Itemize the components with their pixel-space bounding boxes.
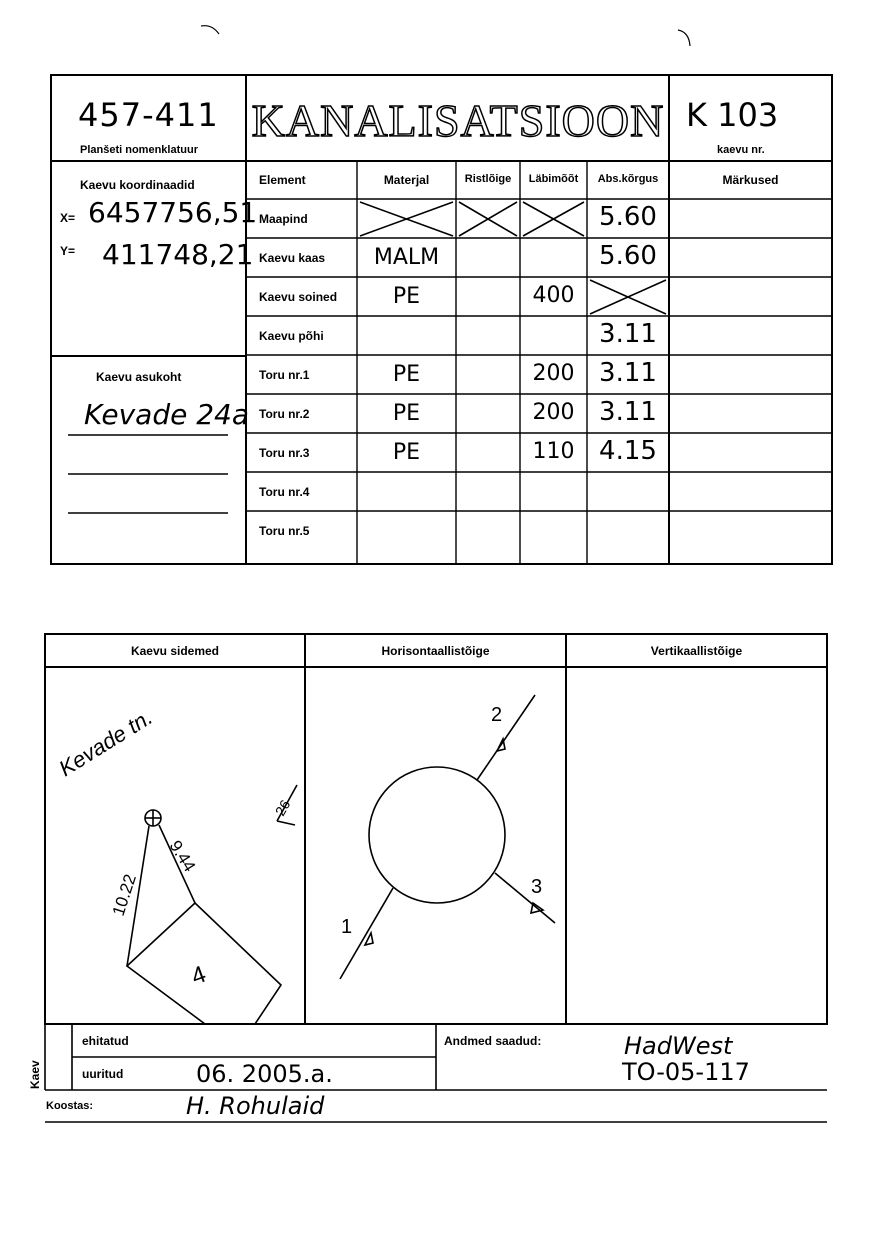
cell-material: PE [392, 284, 421, 309]
row-element: Kaevu põhi [259, 329, 324, 343]
distance-right: 9.44 [165, 837, 200, 876]
cell-diameter: 110 [532, 439, 575, 464]
distance-left: 10.22 [108, 871, 140, 919]
compiled-value: H. Rohulaid [186, 1092, 325, 1120]
header-section: Ristlõige [464, 173, 512, 185]
cell-material: MALM [373, 245, 440, 270]
location-sketch [45, 667, 305, 1024]
building-outline [127, 903, 281, 1024]
cell-height: 5.60 [599, 241, 657, 271]
pipe-3-label: 3 [531, 876, 543, 898]
coordinates-label: Kaevu koordinaadid [80, 178, 195, 192]
form-title: KANALISATSIOON [251, 95, 665, 146]
surveyed-value: 06. 2005.a. [196, 1060, 333, 1088]
location-label: Kaevu asukoht [96, 370, 182, 384]
header-horizontal-section: Horisontaallistõige [381, 644, 490, 658]
pipe-1-label: 1 [341, 916, 353, 938]
compiled-label: Koostas: [46, 1100, 94, 1112]
sheet-label: Planšeti nomenklatuur [80, 144, 198, 156]
street-label: Kevade tn. [54, 704, 157, 782]
pipe-2-line [477, 695, 535, 780]
horizontal-section-drawing [305, 667, 566, 1024]
sheet-number: 457-411 [78, 96, 219, 134]
surveyed-label: uuritud [82, 1067, 124, 1081]
cell-height: 3.11 [599, 397, 657, 427]
row-element: Maapind [259, 212, 308, 226]
row-element: Kaevu kaas [259, 251, 326, 265]
cell-height: 4.15 [599, 436, 657, 466]
cell-material: PE [392, 440, 421, 465]
row-element: Toru nr.1 [259, 368, 310, 382]
data-source-value: HadWest [624, 1032, 733, 1060]
header-height: Abs.kõrgus [597, 173, 659, 185]
header-material: Materjal [383, 173, 430, 187]
row-element: Toru nr.5 [259, 524, 310, 538]
row-element: Kaevu soined [259, 290, 338, 304]
well-circle [369, 767, 505, 903]
data-source-label: Andmed saadud: [444, 1034, 542, 1048]
x-value: 6457756,51 [88, 196, 258, 229]
corner-number: 26 [271, 797, 294, 819]
header-sketch: Kaevu sidemed [130, 644, 220, 658]
cell-diameter: 200 [532, 361, 575, 386]
header-notes: Märkused [722, 173, 779, 187]
cell-material: PE [392, 401, 421, 426]
pipe-2-label: 2 [491, 704, 503, 726]
row-element: Toru nr.3 [259, 446, 310, 460]
well-side-label: Kaev [28, 1060, 42, 1089]
data-source-reference: TO-05-117 [622, 1058, 750, 1086]
row-element: Toru nr.4 [259, 485, 310, 499]
y-value: 411748,21 [102, 238, 254, 271]
well-number-label: kaevu nr. [717, 144, 765, 156]
well-number: K 103 [686, 96, 779, 134]
built-label: ehitatud [82, 1034, 129, 1048]
header-diameter: Läbimõõt [528, 173, 579, 185]
location-value: Kevade 24a [84, 398, 250, 431]
header-vertical-section: Vertikaallistõige [650, 644, 743, 658]
x-label: X= [60, 211, 76, 225]
header-element: Element [259, 173, 306, 187]
row-element: Toru nr.2 [259, 407, 310, 421]
y-label: Y= [60, 244, 76, 258]
cell-height: 3.11 [599, 319, 657, 349]
cell-height: 5.60 [599, 202, 657, 232]
cell-height: 3.11 [599, 358, 657, 388]
cell-diameter: 200 [532, 400, 575, 425]
building-number: 4 [187, 960, 210, 991]
cell-material: PE [392, 362, 421, 387]
pipe-3-line [495, 873, 555, 923]
cell-diameter: 400 [532, 283, 575, 308]
